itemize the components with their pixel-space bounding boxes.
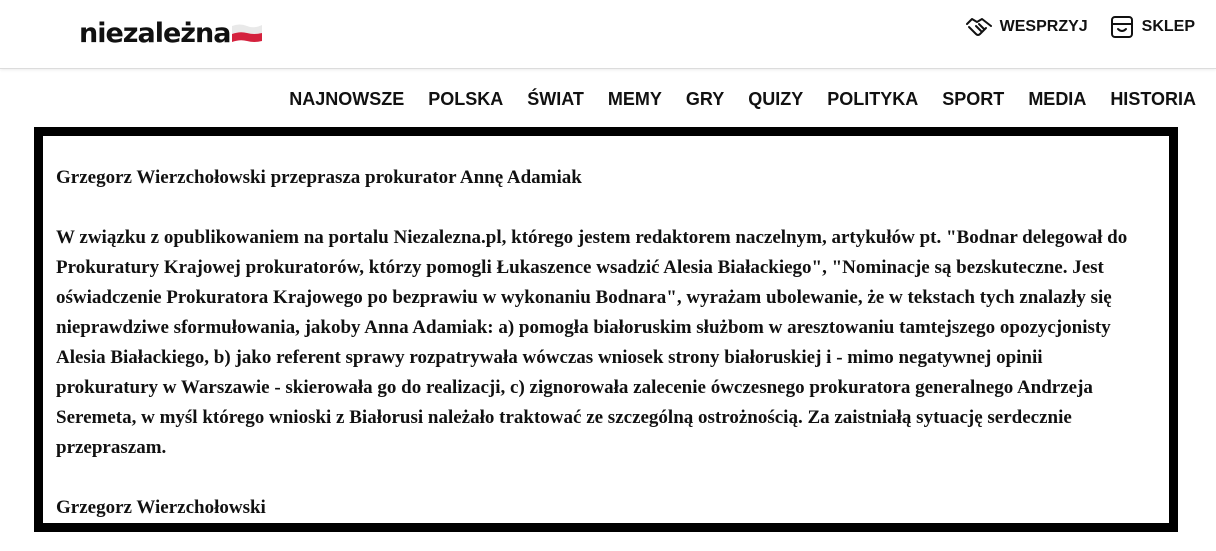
nav-item-historia[interactable]: HISTORIA (1110, 89, 1196, 109)
shop-icon (1110, 15, 1134, 39)
header-actions (966, 15, 1195, 39)
handshake-icon (966, 15, 992, 39)
site-logo[interactable] (79, 11, 263, 47)
nav-item-najnowsze[interactable]: NAJNOWSZE (289, 89, 405, 109)
support-button[interactable] (966, 15, 1088, 39)
apology-notice (34, 127, 1178, 532)
shop-label: SKLEP (1141, 18, 1195, 35)
support-label: WESPRZYJ (999, 18, 1088, 35)
nav-item-polityka[interactable]: POLITYKA (827, 89, 919, 109)
notice-body: W związku z opublikowaniem na portalu Niezalezna.pl, którego jestem redaktorem naczelnym, artykułów pt. "Bodnar delegował do Prokuratury Krajowej prokuratorów, którzy pomogli Łukaszence wsadzić Alesia Białackiego", "Nominacje są bezskuteczne. Jest oświadczenie Prokuratora Krajowego po bezprawiu w wykonaniu Bodnara", wyrażam ubolewanie, że w tekstach tych znalazły się nieprawdziwe sformułowania, jakoby Anna Adamiak: a) pomogła białoruskim służbom w aresztowaniu tamtejszego opozycjonisty Alesia Białackiego, b) jako referent sprawy rozpatrywała wówczas wniosek strony białoruskiej i - mimo negatywnej opinii prokuratury w Warszawie - skierowała go do realizacji, c) zignorowała zalecenie ówczesnego prokuratora generalnego Andrzeja Seremeta, w myśl którego wnioski z Białorusi należało traktować ze szczególną ostrożnością. Za zaistniałą sytuację serdecznie przepraszam. (56, 227, 1128, 458)
nav-item-media[interactable]: MEDIA (1028, 89, 1087, 109)
main-navigation (0, 70, 1216, 126)
nav-item-swiat[interactable]: ŚWIAT (527, 89, 584, 109)
nav-item-polska[interactable]: POLSKA (428, 89, 504, 109)
notice-title: Grzegorz Wierzchołowski przeprasza prokurator Annę Adamiak (56, 167, 582, 188)
nav-list (289, 89, 1196, 109)
nav-item-gry[interactable]: GRY (685, 89, 725, 109)
shop-button[interactable] (1110, 15, 1195, 39)
site-header (0, 0, 1216, 69)
polish-flag-icon (231, 22, 263, 44)
nav-item-sport[interactable]: SPORT (942, 89, 1005, 109)
notice-signature: Grzegorz Wierzchołowski (56, 497, 266, 518)
nav-item-memy[interactable]: MEMY (607, 89, 662, 109)
nav-item-quizy[interactable]: QUIZY (748, 89, 804, 109)
logo-text: niezależna (79, 18, 231, 49)
